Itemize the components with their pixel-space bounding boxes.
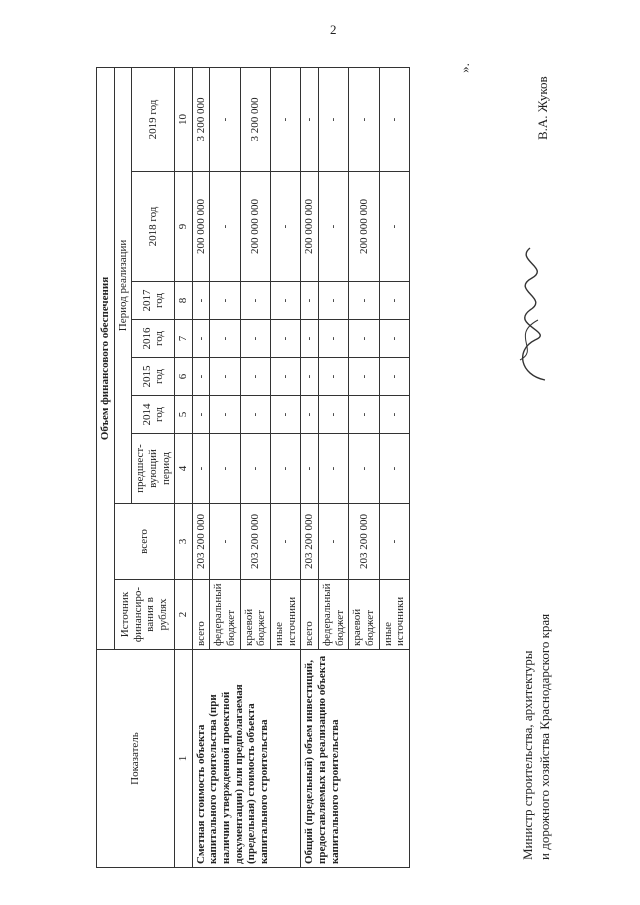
page-number: 2 xyxy=(330,22,337,37)
total-cell: - xyxy=(271,504,301,580)
header-total: всего xyxy=(114,504,175,580)
y2019-cell: - xyxy=(271,67,301,171)
column-number: 1 xyxy=(175,650,193,868)
y2017-cell: - xyxy=(349,282,379,320)
y2019-cell: - xyxy=(301,67,319,171)
header-indicator: Показатель xyxy=(97,650,175,868)
y2015-cell: - xyxy=(349,358,379,396)
y2014-cell: - xyxy=(318,396,348,434)
total-cell: 203 200 000 xyxy=(301,504,319,580)
y2016-cell: - xyxy=(210,320,240,358)
source-cell: федеральный бюджет xyxy=(210,580,240,650)
y2019-cell: - xyxy=(318,67,348,171)
y2015-cell: - xyxy=(318,358,348,396)
minister-position-line-1: Министр строительства, архитектуры xyxy=(520,650,535,860)
y2017-cell: - xyxy=(301,282,319,320)
column-number: 9 xyxy=(175,172,193,282)
source-cell: федеральный бюджет xyxy=(318,580,348,650)
previous-period-cell: - xyxy=(210,434,240,504)
handwritten-signature xyxy=(490,240,570,390)
header-2018: 2018 год xyxy=(132,172,175,282)
y2016-cell: - xyxy=(379,320,409,358)
y2017-cell: - xyxy=(192,282,210,320)
column-number: 6 xyxy=(175,358,193,396)
previous-period-cell: - xyxy=(240,434,270,504)
total-cell: 203 200 000 xyxy=(240,504,270,580)
y2016-cell: - xyxy=(349,320,379,358)
source-cell: всего xyxy=(301,580,319,650)
y2018-cell: 200 000 000 xyxy=(192,172,210,282)
minister-position xyxy=(520,500,554,860)
header-period: Период реализации xyxy=(114,67,132,503)
y2014-cell: - xyxy=(301,396,319,434)
y2018-cell: - xyxy=(271,172,301,282)
y2014-cell: - xyxy=(379,396,409,434)
total-cell: - xyxy=(379,504,409,580)
source-cell: иные источники xyxy=(271,580,301,650)
previous-period-cell: - xyxy=(318,434,348,504)
y2018-cell: 200 000 000 xyxy=(349,172,379,282)
signatory-name: В.А. Жуков xyxy=(535,76,550,140)
y2015-cell: - xyxy=(271,358,301,396)
source-cell: иные источники xyxy=(379,580,409,650)
total-cell: 203 200 000 xyxy=(349,504,379,580)
column-number: 8 xyxy=(175,282,193,320)
header-source: Источник финансиро-вания в рублях xyxy=(114,580,175,650)
rotated-table-container xyxy=(96,68,456,868)
y2016-cell: - xyxy=(271,320,301,358)
previous-period-cell: - xyxy=(192,434,210,504)
y2019-cell: 3 200 000 xyxy=(192,67,210,171)
column-number: 2 xyxy=(175,580,193,650)
source-cell: краевой бюджет xyxy=(349,580,379,650)
y2017-cell: - xyxy=(318,282,348,320)
column-number: 5 xyxy=(175,396,193,434)
y2018-cell: - xyxy=(318,172,348,282)
column-number: 3 xyxy=(175,504,193,580)
source-cell: всего xyxy=(192,580,210,650)
y2017-cell: - xyxy=(240,282,270,320)
y2017-cell: - xyxy=(379,282,409,320)
y2014-cell: - xyxy=(192,396,210,434)
column-number: 4 xyxy=(175,434,193,504)
y2019-cell: 3 200 000 xyxy=(240,67,270,171)
column-number-row xyxy=(175,67,193,867)
header-2014: 2014 год xyxy=(132,396,175,434)
previous-period-cell: - xyxy=(349,434,379,504)
y2017-cell: - xyxy=(210,282,240,320)
table-row xyxy=(301,67,319,867)
y2015-cell: - xyxy=(301,358,319,396)
column-number: 10 xyxy=(175,67,193,171)
financing-table xyxy=(96,67,410,868)
y2019-cell: - xyxy=(379,67,409,171)
y2018-cell: - xyxy=(210,172,240,282)
y2015-cell: - xyxy=(192,358,210,396)
y2014-cell: - xyxy=(240,396,270,434)
y2018-cell: 200 000 000 xyxy=(301,172,319,282)
total-cell: 203 200 000 xyxy=(192,504,210,580)
y2015-cell: - xyxy=(240,358,270,396)
header-2017: 2017 год xyxy=(132,282,175,320)
y2018-cell: 200 000 000 xyxy=(240,172,270,282)
total-cell: - xyxy=(210,504,240,580)
header-2015: 2015 год xyxy=(132,358,175,396)
closing-quote-mark: ». xyxy=(456,63,472,73)
y2016-cell: - xyxy=(192,320,210,358)
y2014-cell: - xyxy=(349,396,379,434)
header-previous-period: предшест-вующий период xyxy=(132,434,175,504)
y2016-cell: - xyxy=(301,320,319,358)
previous-period-cell: - xyxy=(301,434,319,504)
minister-position-line-2: и дорожного хозяйства Краснодарского края xyxy=(536,613,552,860)
y2016-cell: - xyxy=(318,320,348,358)
previous-period-cell: - xyxy=(271,434,301,504)
header-2016: 2016 год xyxy=(132,320,175,358)
y2014-cell: - xyxy=(210,396,240,434)
y2018-cell: - xyxy=(379,172,409,282)
header-2019: 2019 год xyxy=(132,67,175,171)
y2015-cell: - xyxy=(379,358,409,396)
previous-period-cell: - xyxy=(379,434,409,504)
source-cell: краевой бюджет xyxy=(240,580,270,650)
header-financing-volume: Объем финансового обеспечения xyxy=(97,67,115,649)
y2014-cell: - xyxy=(271,396,301,434)
table-row xyxy=(192,67,210,867)
indicator-cell: Общий (предельный) объем инвестиций, предоставляемых на реализацию объекта капитального строительства xyxy=(301,650,409,868)
total-cell: - xyxy=(318,504,348,580)
y2019-cell: - xyxy=(349,67,379,171)
column-number: 7 xyxy=(175,320,193,358)
y2016-cell: - xyxy=(240,320,270,358)
y2015-cell: - xyxy=(210,358,240,396)
y2019-cell: - xyxy=(210,67,240,171)
indicator-cell: Сметная стоимость объекта капитального строительства (при наличии утвержденной проектной документации) или предполагаемая (предельная) стоимость объекта капитального строительства xyxy=(192,650,300,868)
y2017-cell: - xyxy=(271,282,301,320)
